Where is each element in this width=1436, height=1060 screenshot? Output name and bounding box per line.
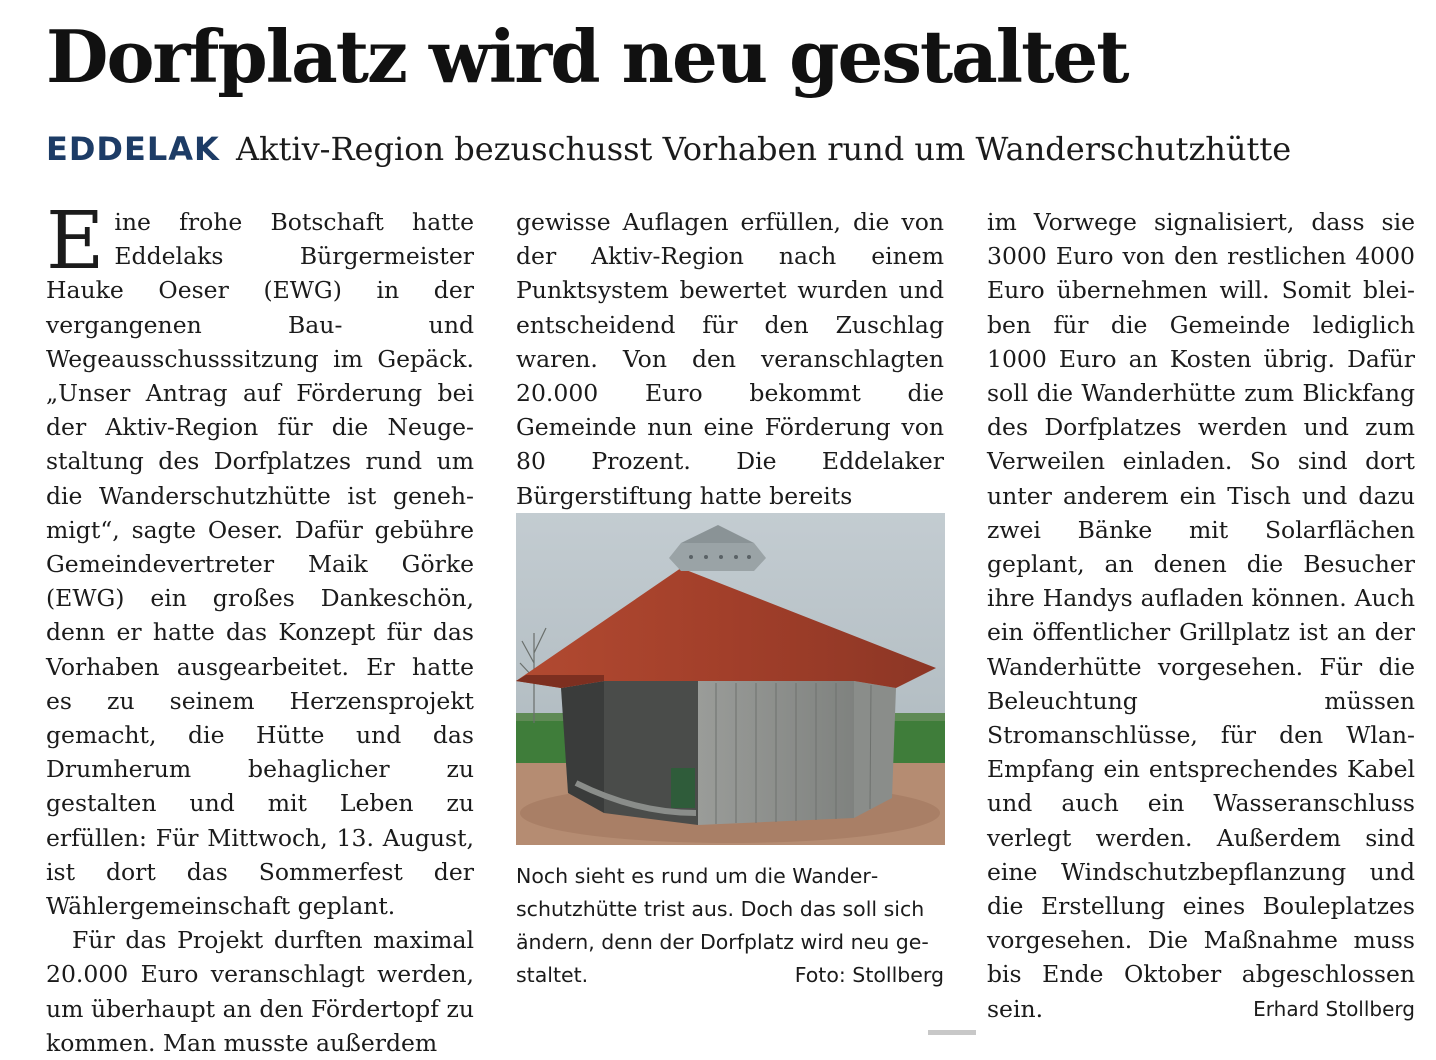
author: Erhard Stollberg: [1253, 996, 1415, 1021]
hut-photo: [516, 513, 945, 845]
drop-cap: E: [46, 194, 105, 287]
paragraph-2: Für das Projekt durften maximal 20.000 Euro veranschlagt werden, um überhaupt an den Fördertopf zu kommen. Man musste außerdem: [46, 926, 474, 1057]
column-2-text: gewisse Auflagen erfüllen, die von der Aktiv-Region nach einem Punktsystem bewertet wurden und entscheidend für den Zuschlag waren. Von den veranschlagten 20.000 Euro bekommt die Gemeinde nun eine Förderung von 80 Prozent. Die Eddelaker Bürgerstiftung hatte bereits: [516, 208, 944, 510]
dateline: EDDELAK: [46, 130, 220, 168]
column-3-body: im Vorwege signalisiert, dass sie 3000 Euro von den restlichen 4000 Euro übernehmen will. Somit bleiben für die Gemeinde lediglich 1000 Euro an Kosten übrig. Dafür soll die Wanderhütte zum Blickfang des Dorfplatzes werden und zum Verweilen einladen. So sind dort unter anderem ein Tisch und dazu zwei Bänke mit Solarflächen geplant, an denen die Besucher ihre Handys aufladen können. Auch ein öffentlicher Grillplatz ist an der Wanderhütte vorgesehen. Für die Beleuchtung müssen Stromanschlüsse, für den Wlan-Empfang ein entsprechendes Kabel und auch ein Wasseranschluss verlegt werden. Außerdem sind eine Windschutzbepflanzung und die Erstellung eines Bouleplatzes vorgesehen. Die Maßnahme muss bis Ende Oktober abgeschlossen sein.: [987, 208, 1415, 1023]
lead-paragraph: [46, 194, 474, 923]
page-edge-mark: [928, 1030, 976, 1035]
article-column-2: [516, 205, 944, 513]
article-column-3: [987, 205, 1415, 1026]
caption-text: Noch sieht es rund um die Wanderschutzhütte trist aus. Doch das soll sich ändern, denn der Dorfplatz wird neu gestaltet.: [516, 864, 929, 987]
photo-credit: Foto: Stollberg: [794, 963, 944, 987]
column-3-text: [987, 205, 1415, 1026]
article-column-1: [46, 194, 474, 1060]
photo-caption: [516, 860, 944, 992]
roof-lantern: [669, 543, 766, 571]
octagonal-hut-photo: [516, 513, 945, 845]
subhead-text: Aktiv-Region bezuschusst Vorhaben rund um Wanderschutzhütte: [235, 130, 1292, 168]
subheadline: [46, 126, 1416, 172]
headline: Dorfplatz wird neu gestaltet: [46, 14, 1128, 99]
lead-text: ine frohe Botschaft hatte Eddelaks Bürgermeister Hauke Oeser (EWG) in der vergangenen Bau- und Wegeausschusssitzung im Gepäck. „Unser Antrag auf Förderung bei der Aktiv-Region für die Neugestaltung des Dorfplatzes rund um die Wanderschutzhütte ist genehmigt“, sagte Oeser. Dafür gebühre Gemeindevertreter Maik Görke (EWG) ein großes Dankeschön, denn er hatte das Konzept für das Vorhaben ausgearbeitet. Er hatte es zu seinem Herzensprojekt gemacht, die Hütte und das Drumherum behaglicher zu gestalten und mit Leben zu erfüllen: Für Mittwoch, 13. August, ist dort das Sommerfest der Wählergemeinschaft geplant.: [46, 208, 474, 921]
